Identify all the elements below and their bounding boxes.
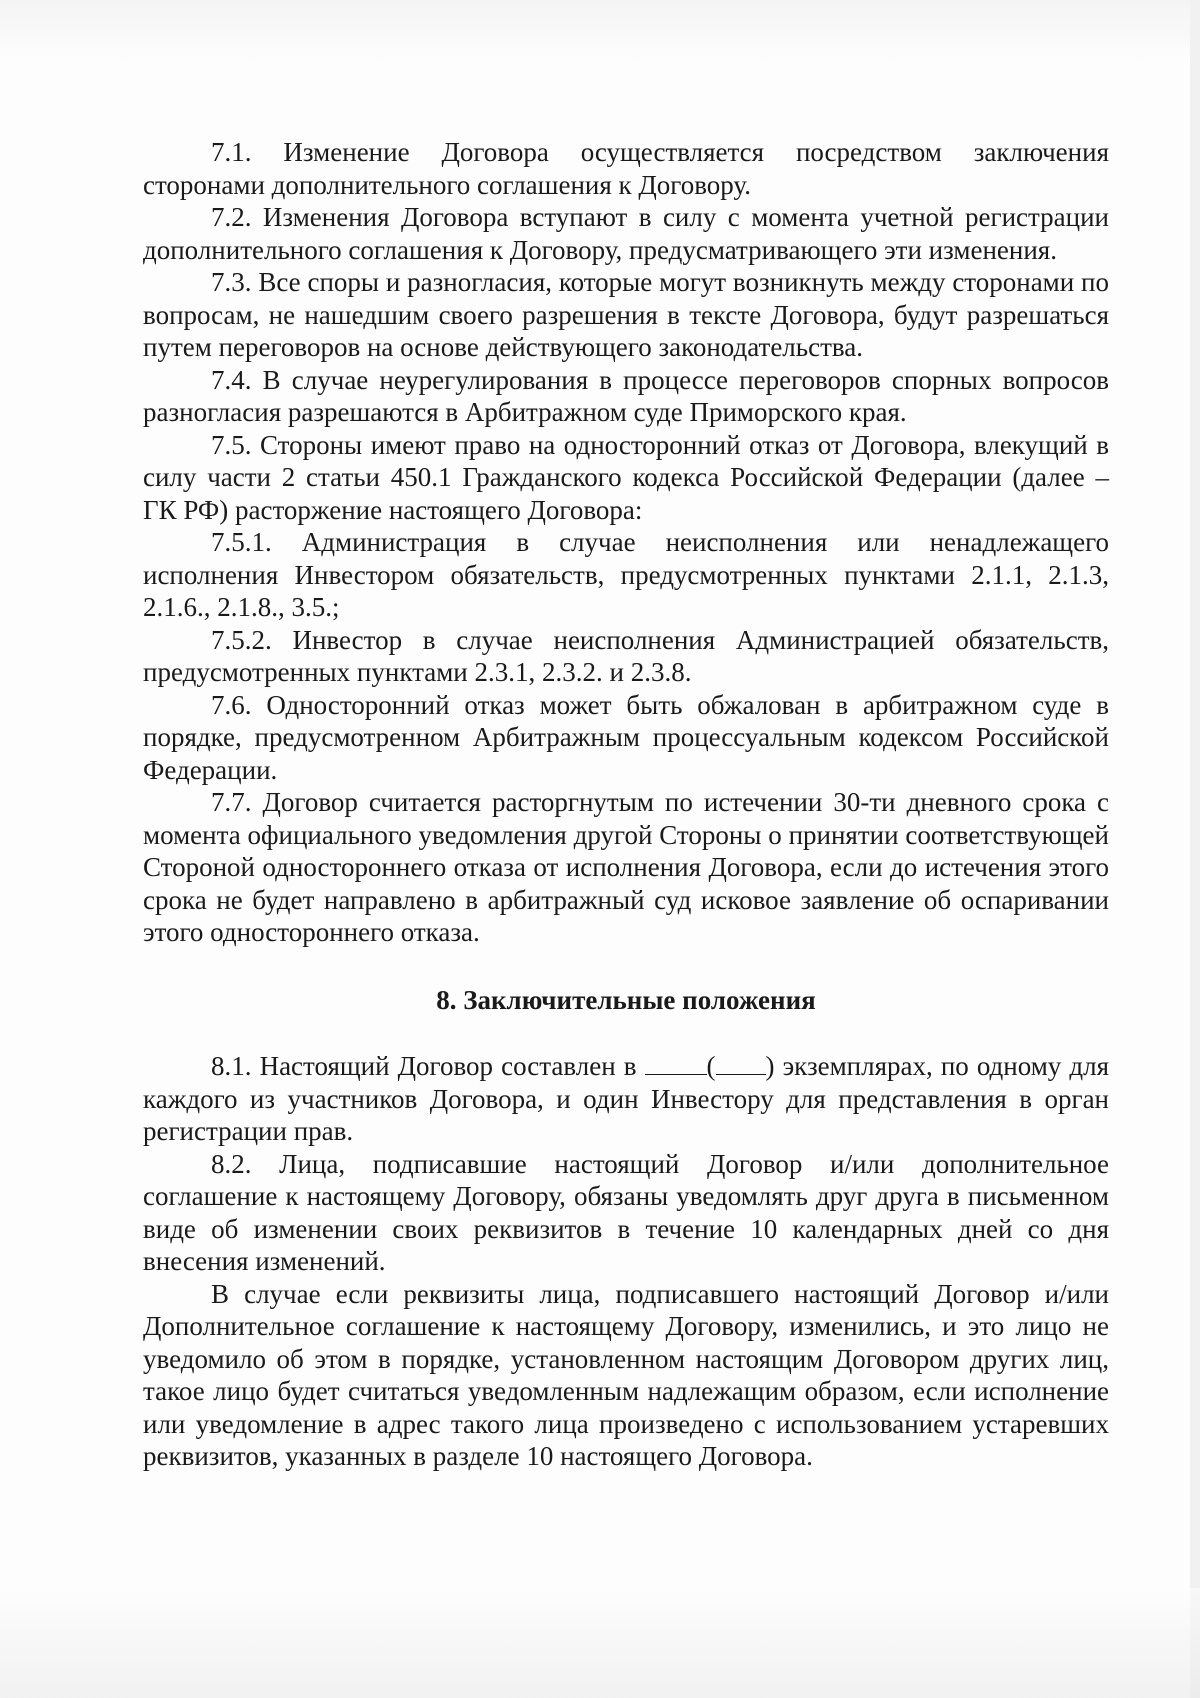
copies-count-blank	[645, 1052, 707, 1075]
clause-8-2-continuation: В случае если реквизиты лица, подписавшего настоящий Договор и/или Дополнительное соглашение к настоящему Договору, изменились, и это лицо не уведомило об этом в порядке, установленном настоящим Договором других лиц, такое лицо будет считаться уведомленным надлежащим образом, если исполнение или уведомление в адрес такого лица произведено с использованием устаревших реквизитов, указанных в разделе 10 настоящего Договора.	[143, 1278, 1109, 1471]
document-body	[143, 136, 1109, 1473]
scan-bottom-shadow	[0, 1588, 1200, 1698]
clause-7-4: 7.4. В случае неурегулирования в процессе переговоров спорных вопросов разногласия разрешаются в Арбитражном суде Приморского края.	[143, 364, 1109, 427]
clause-7-2: 7.2. Изменения Договора вступают в силу с момента учетной регистрации дополнительного соглашения к Договору, предусматривающего эти изменения.	[143, 202, 1109, 265]
clause-8-1-end: ) экземплярах, по одному для каждого из участников Договора, и один Инвестору для представления в орган регистрации прав.	[143, 1051, 1110, 1146]
clause-7-6: 7.6. Односторонний отказ может быть обжалован в арбитражном суде в порядке, предусмотренном Арбитражным процессуальным кодексом Российской Федерации.	[143, 689, 1109, 785]
clause-7-7: 7.7. Договор считается расторгнутым по истечении 30-ти дневного срока с момента официального уведомления другой Стороны о принятии соответствующей Стороной одностороннего отказа от исполнения Договора, если до истечения этого срока не будет направлено в арбитражный суд исковое заявление об оспаривании этого одностороннего отказа.	[143, 787, 1109, 947]
clause-7-5: 7.5. Стороны имеют право на односторонний отказ от Договора, влекущий в силу части 2 статьи 450.1 Гражданского кодекса Российской Федерации (далее – ГК РФ) расторжение настоящего Договора:	[143, 429, 1109, 525]
scan-right-edge	[1190, 0, 1200, 1698]
section-8-heading: 8. Заключительные положения	[436, 984, 816, 1015]
copies-words-blank	[716, 1052, 766, 1075]
clause-8-2: 8.2. Лица, подписавшие настоящий Договор и/или дополнительное соглашение к настоящему Договору, обязаны уведомлять друг друга в письменном виде об изменении своих реквизитов в течение 10 календарных дней со дня внесения изменений.	[143, 1148, 1109, 1276]
clause-8-1	[143, 1050, 1109, 1148]
clause-8-1-paren: (	[706, 1051, 716, 1081]
clause-7-5-2: 7.5.2. Инвестор в случае неисполнения Администрацией обязательств, предусмотренных пунктами 2.3.1, 2.3.2. и 2.3.8.	[143, 624, 1109, 687]
clause-7-1: 7.1. Изменение Договора осуществляется посредством заключения сторонами дополнительного соглашения к Договору.	[143, 137, 1109, 200]
clause-7-3: 7.3. Все споры и разногласия, которые могут возникнуть между сторонами по вопросам, не нашедшим своего разрешения в тексте Договора, будут разрешаться путем переговоров на основе действующего законодательства.	[143, 267, 1109, 362]
scan-top-shadow	[0, 0, 1200, 60]
clause-7-5-1: 7.5.1. Администрация в случае неисполнения или ненадлежащего исполнения Инвестором обязательств, предусмотренных пунктами 2.1.1, 2.1.3, 2.1.6., 2.1.8., 3.5.;	[143, 527, 1109, 622]
clause-8-1-start: 8.1. Настоящий Договор составлен в	[211, 1051, 645, 1081]
